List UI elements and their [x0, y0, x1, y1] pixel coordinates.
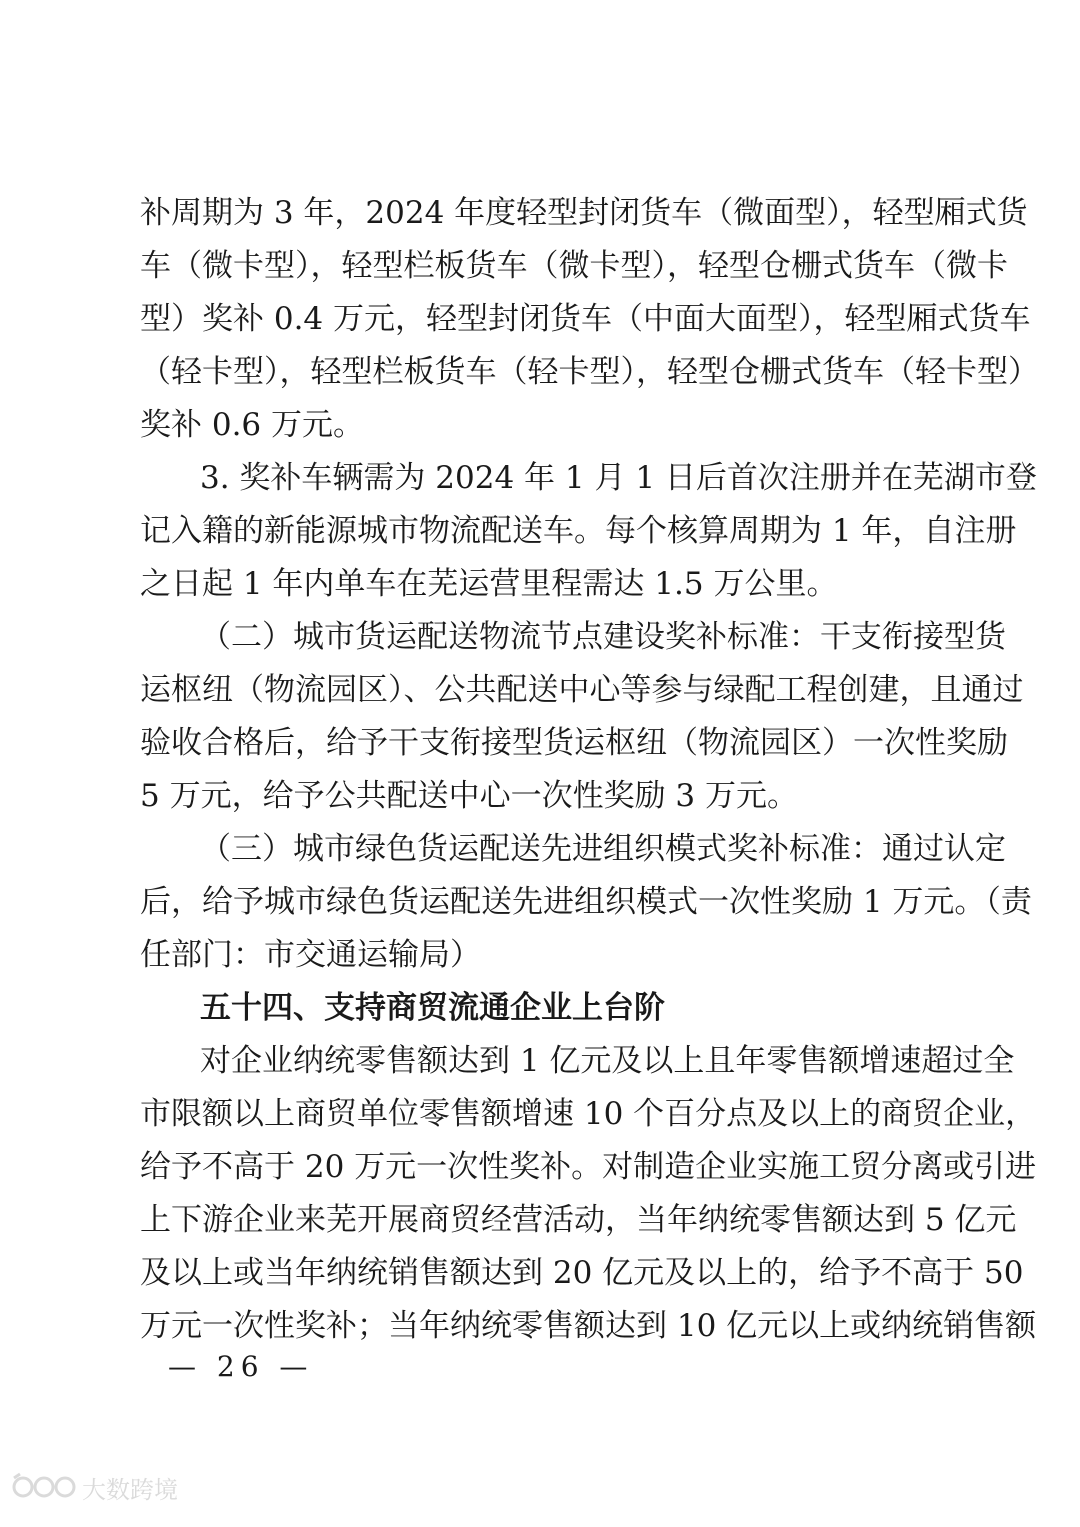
paragraph-5-line-5: 及以上或当年纳统销售额达到 20 亿元及以上的，给予不高于 50 — [140, 1255, 1024, 1291]
paragraph-1-line-1: 补周期为 3 年，2024 年度轻型封闭货车（微面型），轻型厢式货 — [140, 195, 1028, 231]
paragraph-1-line-3: 型）奖补 0.4 万元，轻型封闭货车（中面大面型），轻型厢式货车 — [140, 301, 1031, 337]
watermark — [10, 1468, 178, 1506]
paragraph-3-line-3: 验收合格后，给予干支衔接型货运枢纽（物流园区）一次性奖励 — [140, 725, 1008, 761]
page-number: — 26 — — [168, 1350, 314, 1383]
paragraph-2-line-3: 之日起 1 年内单车在芜运营里程需达 1.5 万公里。 — [140, 566, 838, 602]
watermark-text: 大数跨境 — [82, 1475, 178, 1504]
paragraph-2-line-2: 记入籍的新能源城市物流配送车。每个核算周期为 1 年，自注册 — [140, 513, 1017, 549]
paragraph-5-line-6: 万元一次性奖补；当年纳统零售额达到 10 亿元以上或纳统销售额 — [140, 1308, 1037, 1344]
paragraph-1-line-2: 车（微卡型），轻型栏板货车（微卡型），轻型仓栅式货车（微卡 — [140, 248, 1008, 284]
paragraph-2-line-1: 3. 奖补车辆需为 2024 年 1 月 1 日后首次注册并在芜湖市登 — [200, 460, 1037, 496]
paragraph-4-line-2: 后，给予城市绿色货运配送先进组织模式一次性奖励 1 万元。（责 — [140, 884, 1032, 920]
paragraph-3-line-2: 运枢纽（物流园区）、公共配送中心等参与绿配工程创建，且通过 — [140, 672, 1024, 708]
section-heading: 五十四、支持商贸流通企业上台阶 — [200, 990, 665, 1026]
paragraph-1-line-5: 奖补 0.6 万元。 — [140, 407, 365, 443]
paragraph-3-line-1: （二）城市货运配送物流节点建设奖补标准：干支衔接型货 — [200, 619, 1006, 655]
paragraph-4-line-3: 任部门：市交通运输局） — [140, 937, 481, 973]
paragraph-3-line-4: 5 万元，给予公共配送中心一次性奖励 3 万元。 — [140, 778, 799, 814]
paragraph-5-line-2: 市限额以上商贸单位零售额增速 10 个百分点及以上的商贸企业， — [140, 1096, 1037, 1132]
paragraph-5-line-3: 给予不高于 20 万元一次性奖补。对制造企业实施工贸分离或引进 — [140, 1149, 1037, 1185]
brand-logo-icon — [10, 1470, 78, 1504]
paragraph-1-line-4: （轻卡型），轻型栏板货车（轻卡型），轻型仓栅式货车（轻卡型） — [140, 354, 1039, 390]
paragraph-4-line-1: （三）城市绿色货运配送先进组织模式奖补标准：通过认定 — [200, 831, 1006, 867]
paragraph-5-line-4: 上下游企业来芜开展商贸经营活动，当年纳统零售额达到 5 亿元 — [140, 1202, 1017, 1238]
paragraph-5-line-1: 对企业纳统零售额达到 1 亿元及以上且年零售额增速超过全 — [200, 1043, 1015, 1079]
